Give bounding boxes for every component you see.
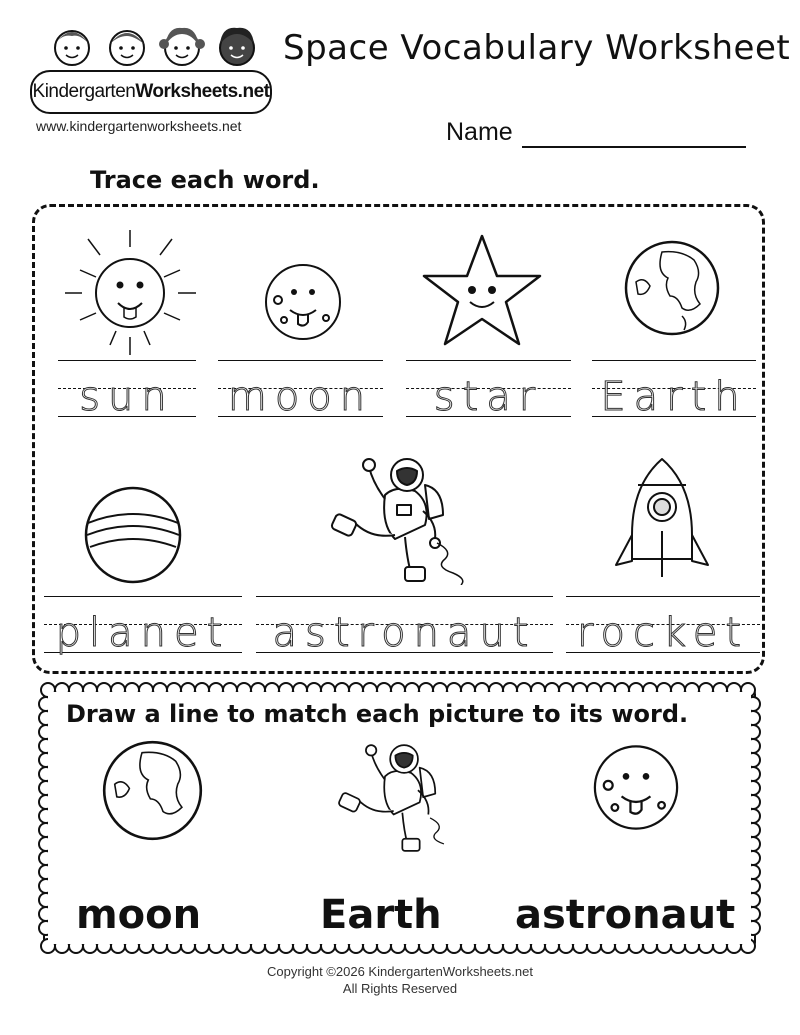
trace-word[interactable]: planet	[55, 610, 231, 656]
match-instruction: Draw a line to match each picture to its word.	[66, 700, 689, 728]
name-label: Name	[446, 118, 513, 146]
logo-banner	[30, 70, 272, 114]
trace-word[interactable]: Earth	[600, 374, 748, 420]
star-icon	[420, 232, 545, 347]
trace-instruction: Trace each word.	[90, 166, 320, 194]
site-logo	[30, 20, 275, 115]
trace-row-sun	[58, 360, 196, 418]
planet-icon	[80, 485, 186, 585]
rocket-icon	[610, 455, 715, 580]
copyright-text: Copyright ©2026 KindergartenWorksheets.net	[267, 964, 533, 979]
trace-word[interactable]: star	[433, 374, 544, 420]
astronaut-icon	[325, 455, 475, 585]
name-input-line[interactable]	[522, 146, 746, 148]
page-title: Space Vocabulary Worksheet	[283, 28, 791, 68]
match-earth-picture[interactable]	[100, 738, 205, 843]
rights-text: All Rights Reserved	[342, 981, 458, 996]
trace-row-earth	[592, 360, 756, 418]
trace-row-star	[406, 360, 571, 418]
trace-word[interactable]: astronaut	[272, 610, 537, 656]
trace-row-planet	[44, 596, 242, 654]
match-word-moon[interactable]: moon	[76, 892, 202, 938]
trace-word[interactable]: rocket	[576, 610, 750, 656]
trace-word[interactable]: sun	[79, 374, 175, 420]
match-astronaut-picture[interactable]	[333, 738, 463, 858]
trace-row-moon	[218, 360, 383, 418]
site-url: www.kindergartenworksheets.net	[36, 118, 242, 134]
footer	[0, 963, 800, 997]
trace-row-rocket	[566, 596, 760, 654]
logo-text-bold: Worksheets.net	[135, 81, 270, 102]
trace-word[interactable]: moon	[227, 374, 374, 420]
match-moon-picture[interactable]	[586, 740, 686, 835]
match-word-earth[interactable]: Earth	[320, 892, 442, 938]
match-word-astronaut[interactable]: astronaut	[515, 892, 736, 938]
earth-icon	[622, 238, 722, 338]
logo-text-light: Kindergarten	[32, 81, 136, 102]
trace-row-astronaut	[256, 596, 553, 654]
moon-icon	[258, 262, 348, 342]
sun-icon	[60, 225, 200, 360]
kids-faces-icon	[42, 20, 262, 75]
